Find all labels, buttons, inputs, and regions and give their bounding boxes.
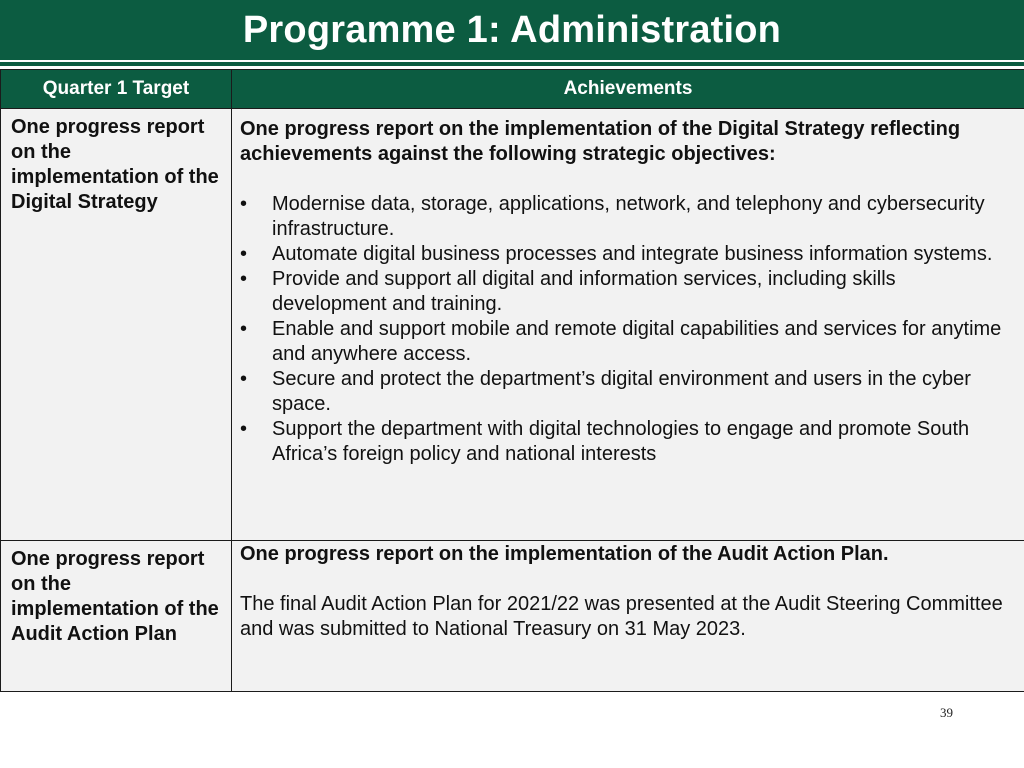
achievements-table — [0, 69, 1024, 692]
list-item — [240, 267, 1014, 317]
achievements-cell — [232, 109, 1024, 541]
achievements-cell — [232, 541, 1024, 692]
bullet-icon: • — [240, 318, 248, 340]
table-row — [1, 109, 1024, 541]
title-divider — [0, 62, 1024, 66]
list-item-text: Secure and protect the department’s digital environment and users in the cyber space. — [272, 368, 971, 415]
achievement-paragraph: The final Audit Action Plan for 2021/22 was presented at the Audit Steering Committee and was submitted to National Treasury on 31 May 2023. — [240, 593, 1003, 640]
list-item — [240, 367, 1014, 417]
list-item — [240, 317, 1014, 367]
target-cell: One progress report on the implementation of the Digital Strategy — [1, 109, 232, 541]
list-item — [240, 192, 1014, 242]
target-cell: One progress report on the implementation of the Audit Action Plan — [1, 541, 232, 692]
page-number: 39 — [940, 705, 953, 720]
table-row — [1, 541, 1024, 692]
list-item-text: Modernise data, storage, applications, network, and telephony and cybersecurity infrastructure. — [272, 193, 985, 240]
list-item-text: Support the department with digital technologies to engage and promote South Africa’s foreign policy and national interests — [272, 418, 970, 465]
objectives-list — [240, 192, 1014, 467]
list-item-text: Automate digital business processes and integrate business information systems. — [272, 243, 993, 265]
bullet-icon: • — [240, 418, 248, 440]
bullet-icon: • — [240, 268, 248, 290]
achievement-heading: One progress report on the implementation of the Audit Action Plan. — [240, 543, 889, 565]
achievement-heading: One progress report on the implementation of the Digital Strategy reflecting achievements against the following strategic objectives: — [240, 118, 961, 165]
slide-title: Programme 1: Administration — [242, 8, 782, 51]
bullet-icon: • — [240, 368, 248, 390]
table-header-row — [1, 70, 1024, 109]
list-item — [240, 242, 1014, 267]
list-item — [240, 417, 1014, 467]
list-item-text: Enable and support mobile and remote digital capabilities and services for anytime and anywhere access. — [272, 318, 1002, 365]
title-bar — [0, 0, 1024, 60]
list-item-text: Provide and support all digital and information services, including skills development and training. — [272, 268, 896, 315]
bullet-icon: • — [240, 243, 248, 265]
bullet-icon: • — [240, 193, 248, 215]
column-header-target: Quarter 1 Target — [1, 70, 232, 109]
column-header-achievements: Achievements — [232, 70, 1024, 109]
